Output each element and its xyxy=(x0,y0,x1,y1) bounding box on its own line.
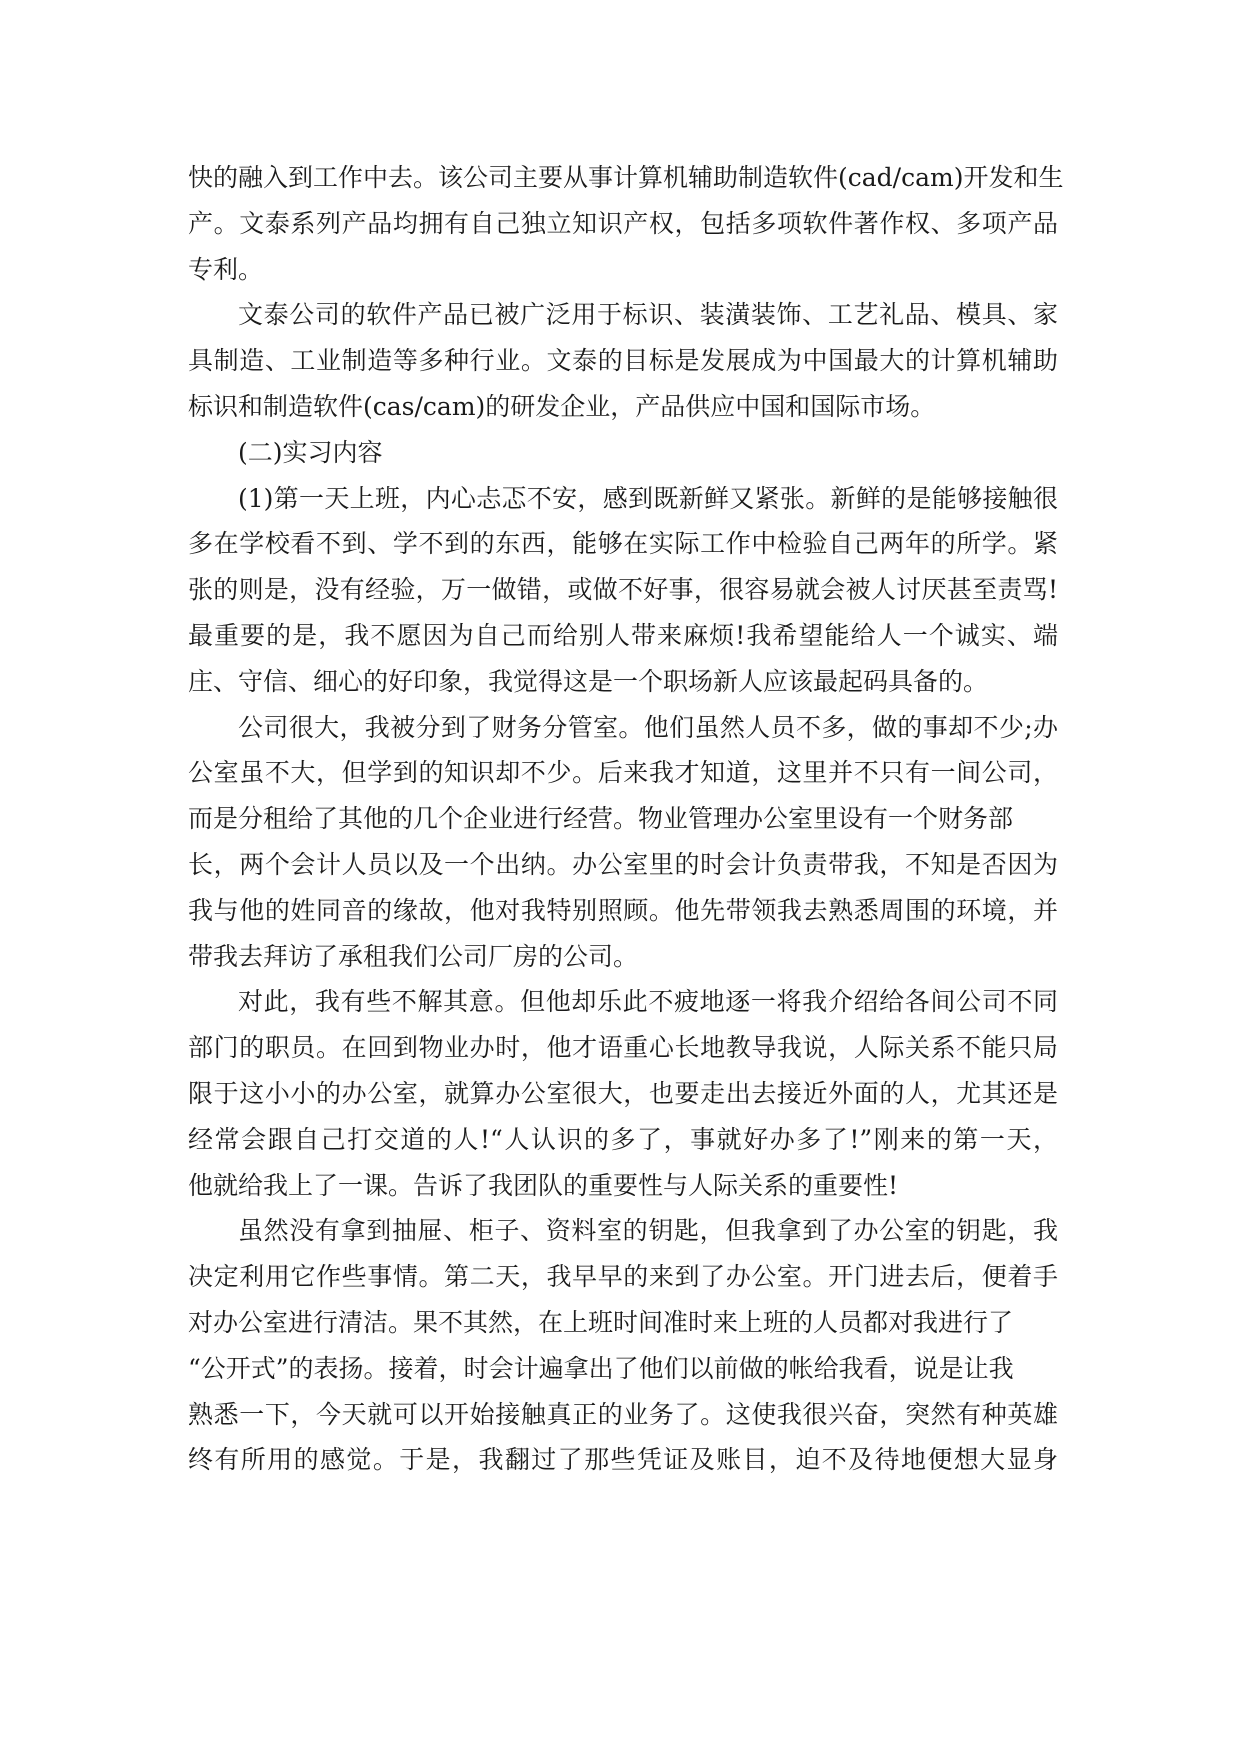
text-line: 虽然没有拿到抽屉、柜子、资料室的钥匙，但我拿到了办公室的钥匙，我 xyxy=(238,1216,1058,1246)
text-line: 标识和制造软件(cas/cam)的研发企业，产品供应中国和国际市场。 xyxy=(188,391,936,421)
text-line: 多在学校看不到、学不到的东西，能够在实际工作中检验自己两年的所学。紧 xyxy=(188,529,1058,559)
text-line: 张的则是，没有经验，万一做错，或做不好事，很容易就会被人讨厌甚至责骂! xyxy=(188,575,1058,605)
text-line: 文泰公司的软件产品已被广泛用于标识、装潢装饰、工艺礼品、模具、家 xyxy=(238,300,1058,330)
document-body xyxy=(188,155,1064,1483)
text-line: 具制造、工业制造等多种行业。文泰的目标是发展成为中国最大的计算机辅助 xyxy=(188,346,1058,376)
text-line: 部门的职员。在回到物业办时，他才语重心长地教导我说，人际关系不能只局 xyxy=(188,1033,1058,1063)
text-line: 庄、守信、细心的好印象，我觉得这是一个职场新人应该最起码具备的。 xyxy=(188,666,989,696)
text-line: 对此，我有些不解其意。但他却乐此不疲地逐一将我介绍给各间公司不同 xyxy=(238,987,1058,1017)
text-line: 我与他的姓同音的缘故，他对我特别照顾。他先带领我去熟悉周围的环境，并 xyxy=(188,895,1058,925)
text-line: 决定利用它作些事情。第二天，我早早的来到了办公室。开门进去后，便着手 xyxy=(188,1262,1058,1292)
text-line: 熟悉一下，今天就可以开始接触真正的业务了。这使我很兴奋，突然有种英雄 xyxy=(188,1399,1058,1429)
section-heading: (二)实习内容 xyxy=(238,437,383,467)
text-line: 公室虽不大，但学到的知识却不少。后来我才知道，这里并不只有一间公司， xyxy=(188,758,1058,788)
text-line: 而是分租给了其他的几个企业进行经营。物业管理办公室里设有一个财务部 xyxy=(188,804,1014,834)
text-line: 长，两个会计人员以及一个出纳。办公室里的时会计负责带我，不知是否因为 xyxy=(188,849,1058,879)
text-line: 专利。 xyxy=(188,254,264,284)
text-line: 最重要的是，我不愿因为自己而给别人带来麻烦!我希望能给人一个诚实、端 xyxy=(188,620,1058,650)
text-line: 对办公室进行清洁。果不其然，在上班时间准时来上班的人员都对我进行了 xyxy=(188,1307,1014,1337)
text-line: (1)第一天上班，内心忐忑不安，感到既新鲜又紧张。新鲜的是能够接触很 xyxy=(238,483,1058,513)
text-line: 快的融入到工作中去。该公司主要从事计算机辅助制造软件(cad/cam)开发和生 xyxy=(188,163,1064,192)
text-line: 限于这小小的办公室，就算办公室很大，也要走出去接近外面的人，尤其还是 xyxy=(188,1078,1058,1108)
text-line: 终有所用的感觉。于是，我翻过了那些凭证及账目，迫不及待地便想大显身 xyxy=(188,1445,1058,1475)
text-line: 经常会跟自己打交道的人!“人认识的多了，事就好办多了!”刚来的第一天， xyxy=(188,1124,1058,1154)
text-line: 公司很大，我被分到了财务分管室。他们虽然人员不多，做的事却不少;办 xyxy=(238,712,1058,742)
text-line: 他就给我上了一课。告诉了我团队的重要性与人际关系的重要性! xyxy=(188,1170,899,1200)
text-line: 带我去拜访了承租我们公司厂房的公司。 xyxy=(188,941,639,971)
text-line: “公开式”的表扬。接着，时会计遍拿出了他们以前做的帐给我看，说是让我 xyxy=(188,1353,1014,1383)
text-line: 产。文泰系列产品均拥有自己独立知识产权，包括多项软件著作权、多项产品 xyxy=(188,208,1058,238)
